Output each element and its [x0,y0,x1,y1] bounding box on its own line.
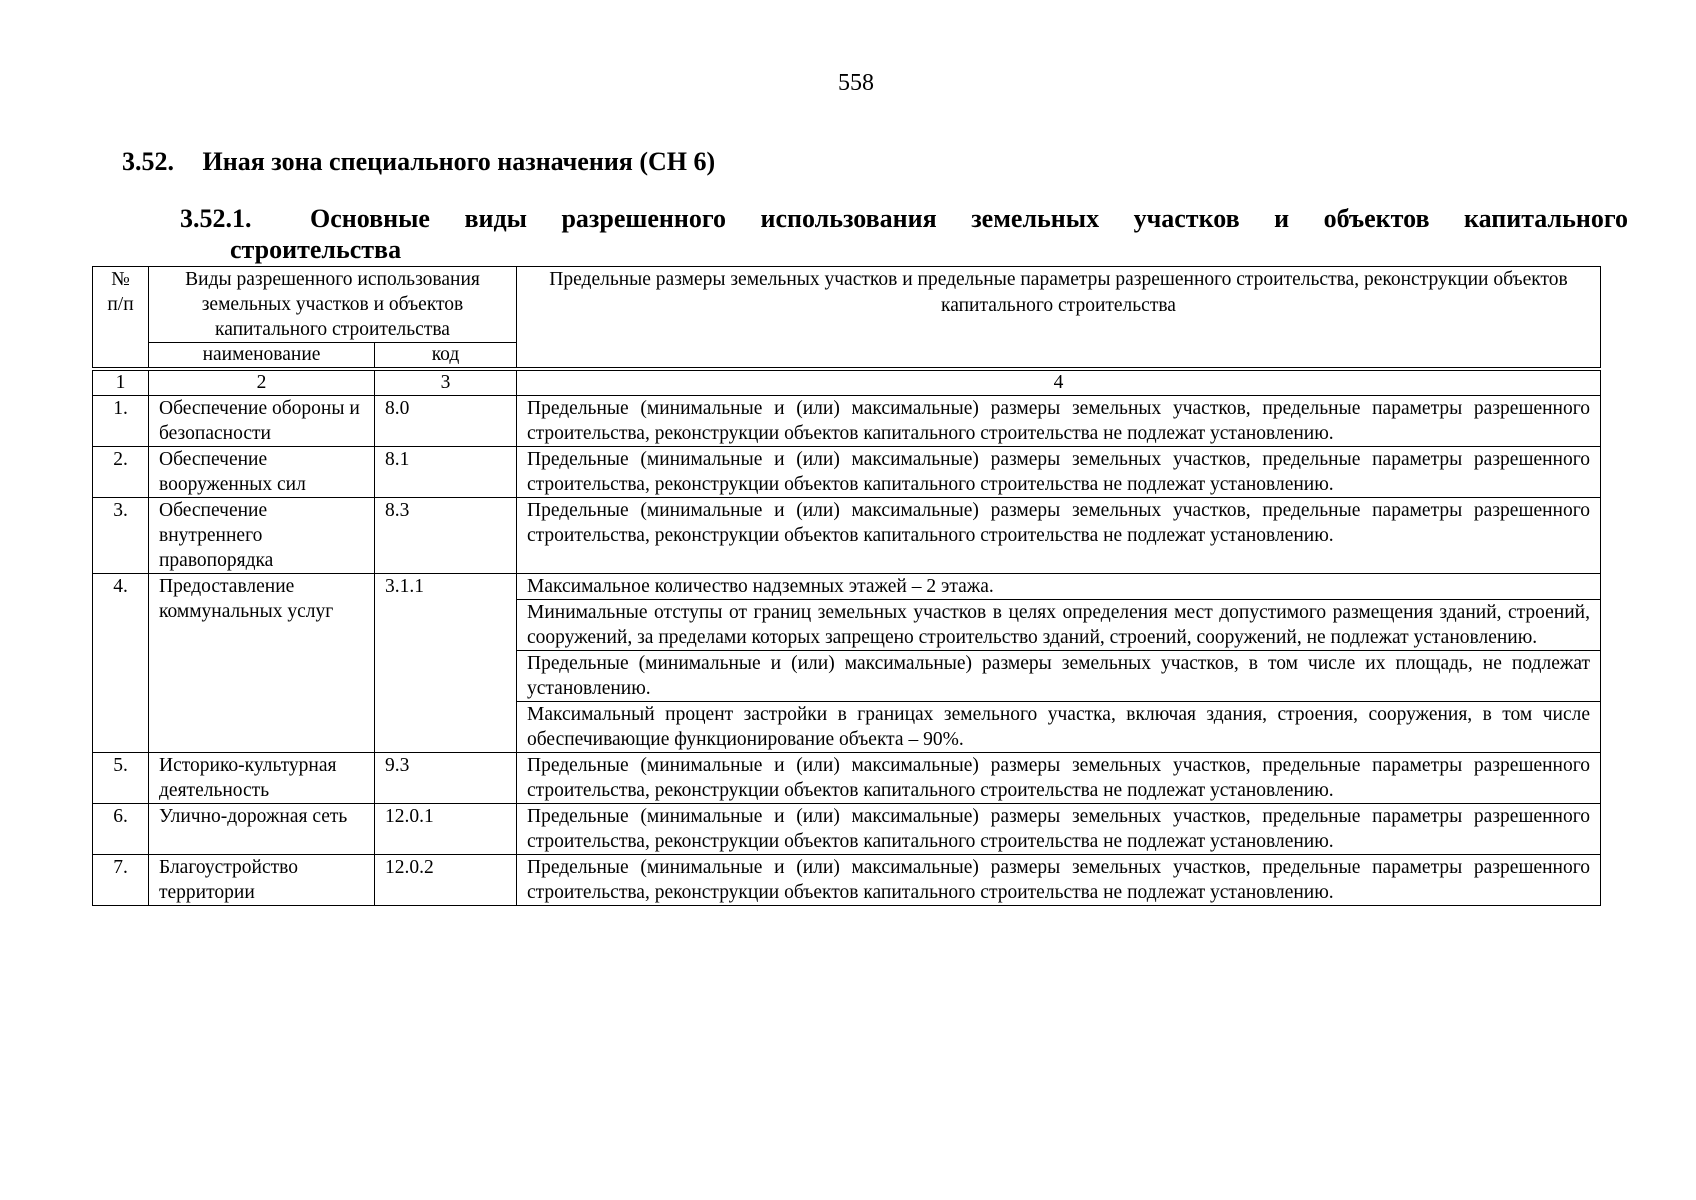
param-text: Предельные (минимальные и (или) максимальные) размеры земельных участков, предельные параметры разрешенного строительства, реконструкции объектов капитального строительства не подлежат установлению. [517,753,1601,804]
column-number: 1 [93,369,149,396]
use-name: Обеспечение обороны и безопасности [149,396,375,447]
param-text: Максимальное количество надземных этажей – 2 этажа. [517,574,1601,600]
param-text: Предельные (минимальные и (или) максимальные) размеры земельных участков, предельные параметры разрешенного строительства, реконструкции объектов капитального строительства не подлежат установлению. [517,447,1601,498]
use-code: 8.1 [375,447,517,498]
section-title: Иная зона специального назначения (СН 6) [202,147,716,176]
subsection-number: 3.52.1. [180,204,252,233]
header-use-types: Виды разрешенного использования земельных участков и объектов капитального строительства [149,267,517,343]
use-name: Обеспечение вооруженных сил [149,447,375,498]
param-text: Минимальные отступы от границ земельных участков в целях определения мест допустимого размещения зданий, строений, сооружений, за пределами которых запрещено строительство зданий, строений, сооружений, не подлежат установлению. [517,600,1601,651]
use-code: 12.0.2 [375,855,517,906]
header-num: № п/п [93,267,149,370]
header-params: Предельные размеры земельных участков и предельные параметры разрешенного строительства, реконструкции объектов капитального строительства [517,267,1601,370]
param-text: Предельные (минимальные и (или) максимальные) размеры земельных участков, предельные параметры разрешенного строительства, реконструкции объектов капитального строительства не подлежат установлению. [517,498,1601,574]
param-text: Предельные (минимальные и (или) максимальные) размеры земельных участков, предельные параметры разрешенного строительства, реконструкции объектов капитального строительства не подлежат установлению. [517,804,1601,855]
table-row [93,574,1601,600]
subsection-title-line2: строительства [230,235,402,264]
row-number: 4. [93,574,149,753]
use-code: 3.1.1 [375,574,517,753]
param-text: Максимальный процент застройки в границах земельного участка, включая здания, строения, сооружения, в том числе обеспечивающие функционирование объекта – 90%. [517,702,1601,753]
column-numbers-row [93,369,1601,396]
param-text: Предельные (минимальные и (или) максимальные) размеры земельных участков, предельные параметры разрешенного строительства, реконструкции объектов капитального строительства не подлежат установлению. [517,855,1601,906]
page-number: 558 [838,70,874,96]
table-row [93,855,1601,906]
param-text: Предельные (минимальные и (или) максимальные) размеры земельных участков, в том числе их площадь, не подлежат установлению. [517,651,1601,702]
use-code: 8.3 [375,498,517,574]
use-name: Историко-культурная деятельность [149,753,375,804]
row-number: 7. [93,855,149,906]
param-text: Предельные (минимальные и (или) максимальные) размеры земельных участков, предельные параметры разрешенного строительства, реконструкции объектов капитального строительства не подлежат установлению. [517,396,1601,447]
row-number: 1. [93,396,149,447]
use-name: Благоустройство территории [149,855,375,906]
column-number: 3 [375,369,517,396]
subsection-title-line1: Основные виды разрешенного использования земельных участков и объектов капитального [310,204,1628,233]
section-number: 3.52. [122,147,174,176]
table-body [93,369,1601,906]
row-number: 3. [93,498,149,574]
column-number: 4 [517,369,1601,396]
section-heading [122,147,715,177]
use-name: Предоставление коммунальных услуг [149,574,375,753]
permitted-use-table [92,266,1601,906]
row-number: 5. [93,753,149,804]
table-row [93,753,1601,804]
header-name: наименование [149,343,375,370]
use-name: Улично-дорожная сеть [149,804,375,855]
use-code: 12.0.1 [375,804,517,855]
use-code: 8.0 [375,396,517,447]
header-code: код [375,343,517,370]
subsection-heading [180,203,1628,234]
table-row [93,447,1601,498]
row-number: 6. [93,804,149,855]
table-row [93,804,1601,855]
row-number: 2. [93,447,149,498]
use-code: 9.3 [375,753,517,804]
table-row [93,396,1601,447]
table-row [93,498,1601,574]
column-number: 2 [149,369,375,396]
use-name: Обеспечение внутреннего правопорядка [149,498,375,574]
